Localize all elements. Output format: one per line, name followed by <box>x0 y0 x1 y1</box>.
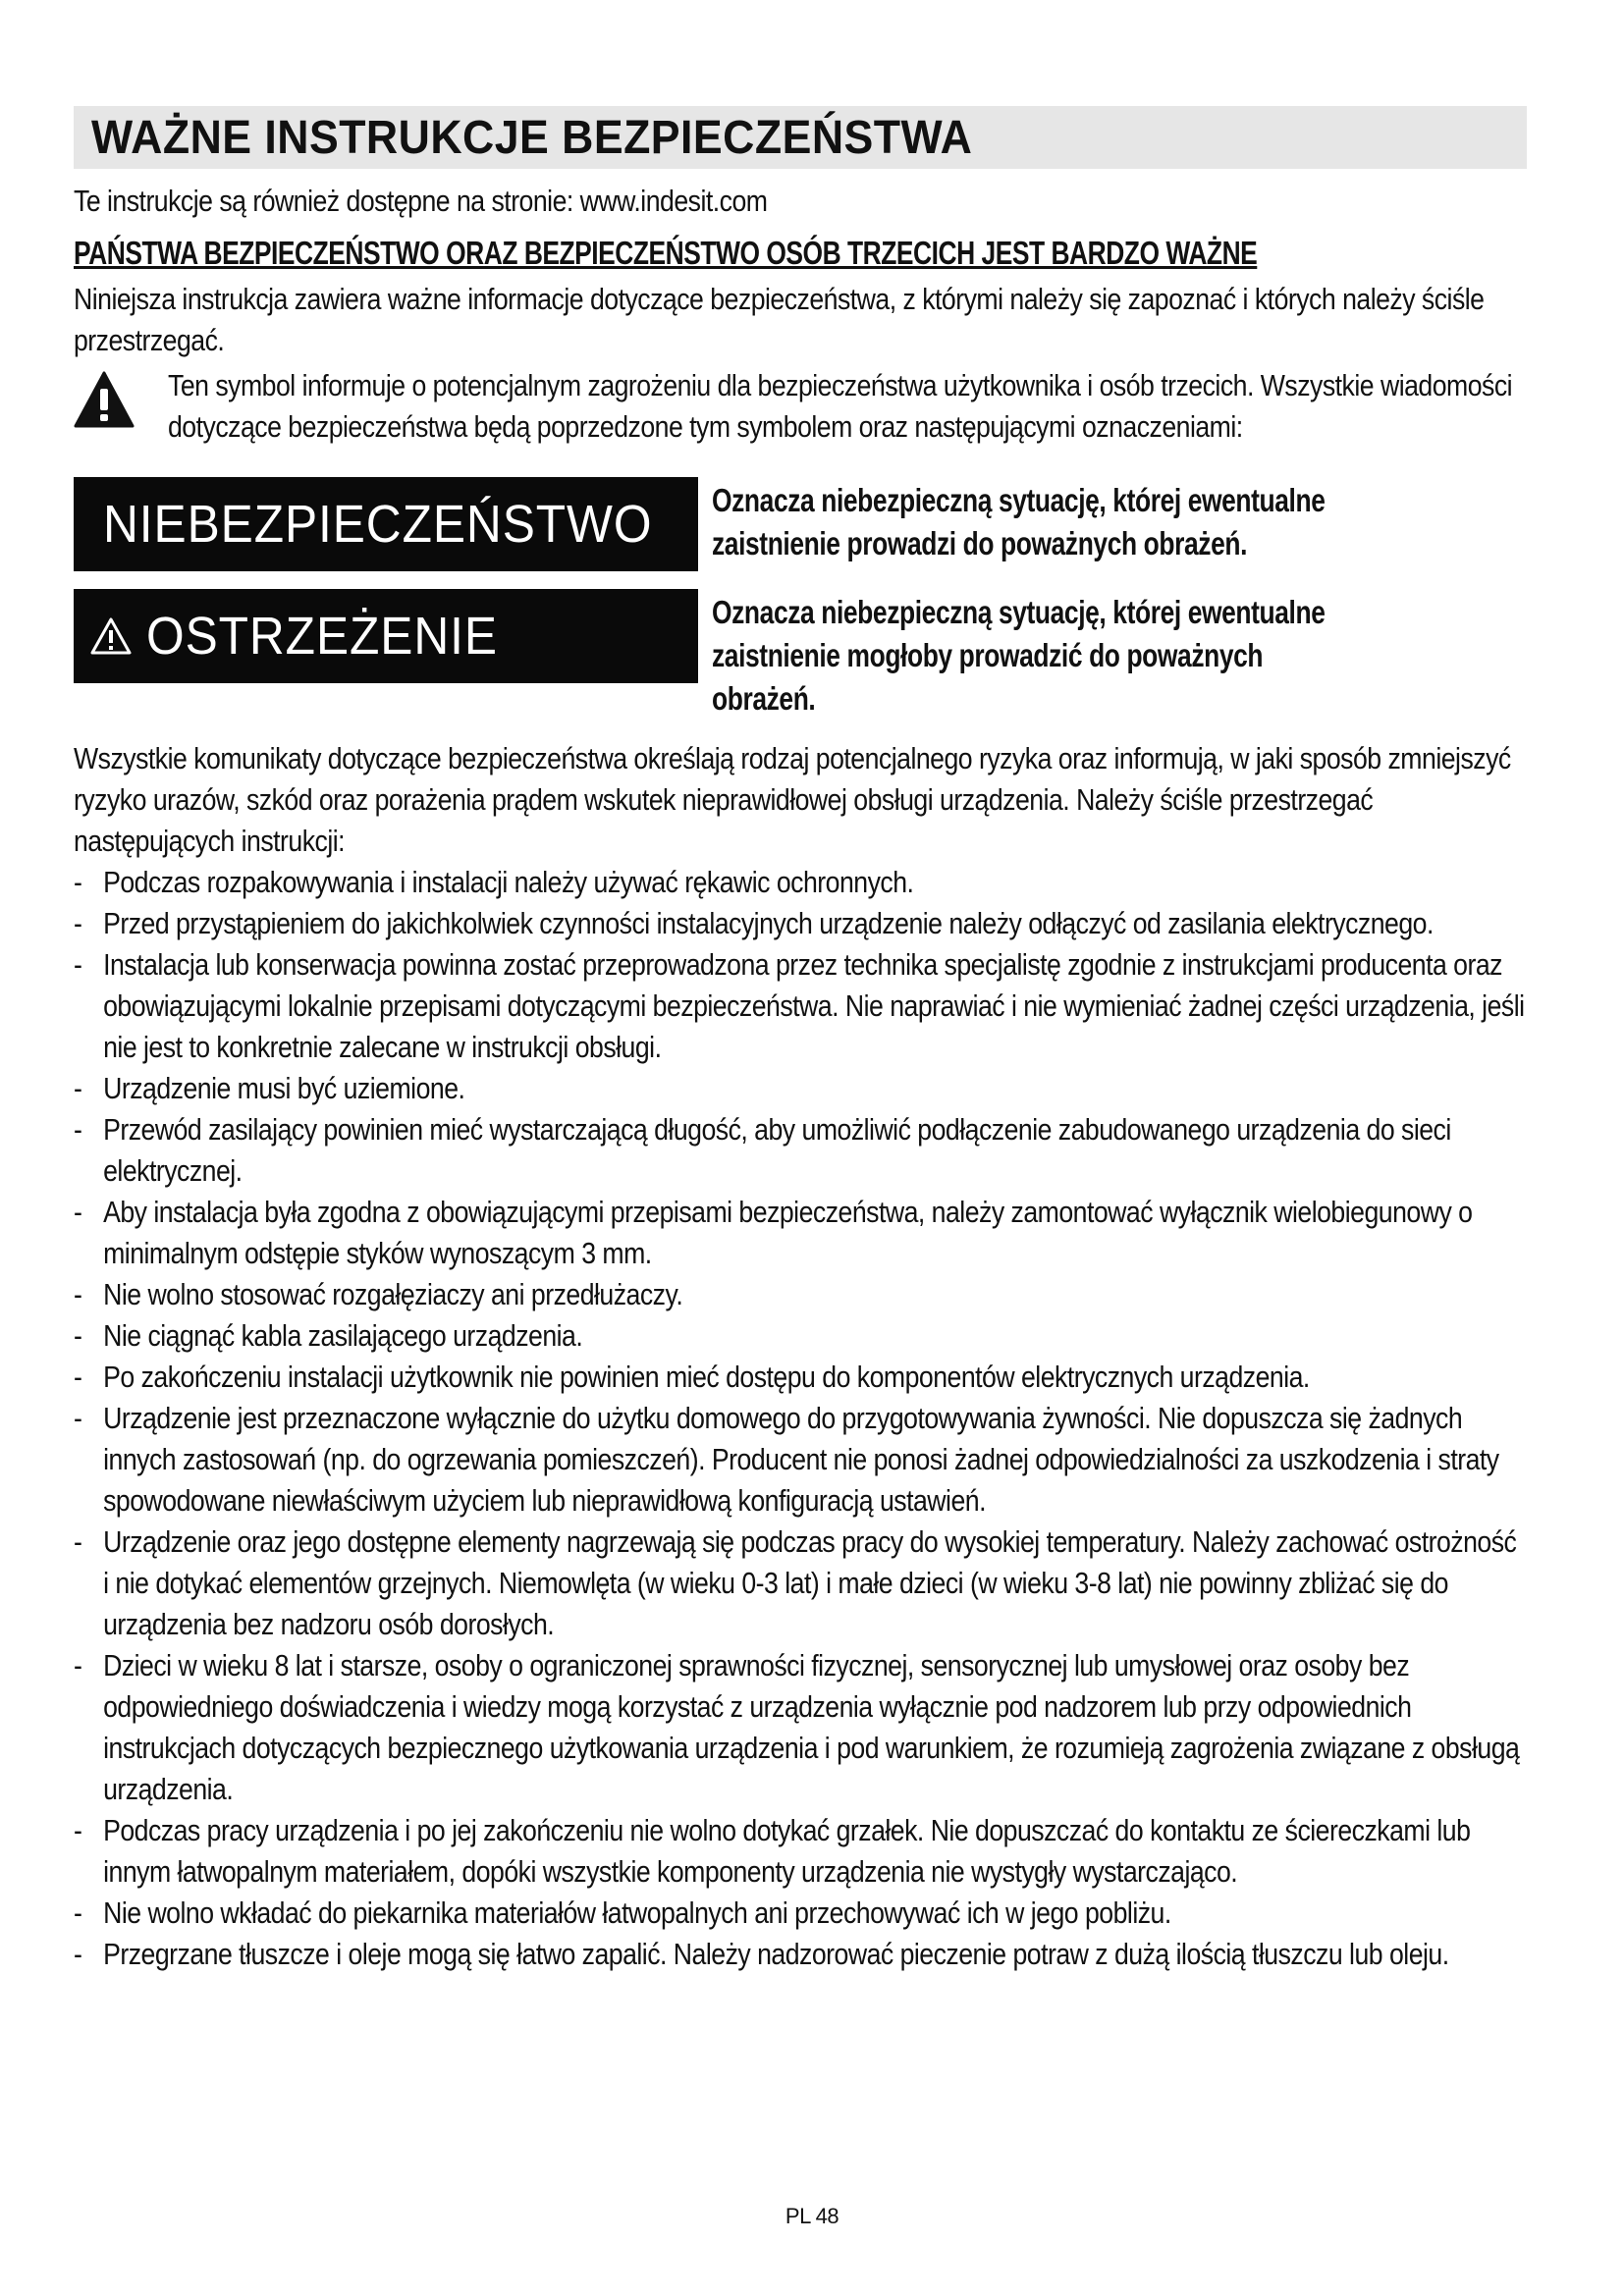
messages-intro: Wszystkie komunikaty dotyczące bezpieczeństwa określają rodzaj potencjalnego ryzyka oraz informują, w jaki sposób zmniejszyć ryzyko urazów, szkód oraz porażenia prądem wskutek nieprawidłowej obsługi urządzenia. Należy ściśle przestrzegać następujących instrukcji: <box>74 741 1511 858</box>
danger-label-box <box>74 477 698 571</box>
title-bar <box>74 106 1527 169</box>
page-number: PL 48 <box>785 2204 839 2228</box>
list-item: - Podczas rozpakowywania i instalacji należy używać rękawic ochronnych. <box>74 865 914 899</box>
warning-outline-icon <box>89 616 133 656</box>
list-item: - Urządzenie oraz jego dostępne elementy nagrzewają się podczas pracy do wysokiej temperatury. Należy zachować ostrożność i nie dotykać elementów grzejnych. Niemowlęta (w wieku 0-3 lat) i małe dzieci (w wieku 3-8 lat) nie powinny zbliżać się do urządzenia bez nadzoru osób dorosłych. <box>74 1524 1517 1641</box>
warning-label-box <box>74 589 698 683</box>
list-item: - Dzieci w wieku 8 lat i starsze, osoby o ograniczonej sprawności fizycznej, sensorycznej lub umysłowej oraz osoby bez odpowiedniego doświadczenia i wiedzy mogą korzystać z urządzenia wyłącznie pod nadzorem lub przy odpowiednich instrukcjach dotyczących bezpiecznego użytkowania urządzenia i pod warunkiem, że rozumieją zagrożenia związane z obsługą urządzenia. <box>74 1648 1520 1806</box>
page-title: WAŻNE INSTRUKCJE BEZPIECZEŃSTWA <box>91 111 973 164</box>
list-item: - Przegrzane tłuszcze i oleje mogą się łatwo zapalić. Należy nadzorować pieczenie potraw z dużą ilością tłuszczu lub oleju. <box>74 1937 1449 1971</box>
list-item: - Aby instalacja była zgodna z obowiązującymi przepisami bezpieczeństwa, należy zamontować wyłącznik wielobiegunowy o minimalnym odstępie styków wynoszącym 3 mm. <box>74 1195 1473 1270</box>
danger-label: NIEBEZPIECZEŃSTWO <box>103 495 653 554</box>
list-item: - Nie wolno stosować rozgałęziaczy ani przedłużaczy. <box>74 1277 683 1311</box>
website-line: Te instrukcje są również dostępne na stronie: www.indesit.com <box>74 184 768 218</box>
list-item: - Nie ciągnąć kabla zasilającego urządzenia. <box>74 1318 583 1353</box>
list-item: - Urządzenie musi być uziemione. <box>74 1071 465 1105</box>
instruction-list <box>74 862 1526 1975</box>
legend-row-danger <box>74 477 1527 571</box>
list-item: - Instalacja lub konserwacja powinna zostać przeprowadzona przez technika specjalistę zgodnie z instrukcjami producenta oraz obowiązującymi lokalnie przepisami dotyczącymi bezpieczeństwa. Nie naprawiać i nie wymieniać żadnej części urządzenia, jeśli nie jest to konkretnie zalecane w instrukcji obsługi. <box>74 947 1525 1064</box>
list-item: - Podczas pracy urządzenia i po jej zakończeniu nie wolno dotykać grzałek. Nie dopuszczać do kontaktu ze ściereczkami lub innym łatwopalnym materiałem, dopóki wszystkie komponenty urządzenia nie wystygły wystarczająco. <box>74 1813 1471 1889</box>
symbol-explanation <box>74 365 1527 448</box>
messages-section <box>74 738 1526 1975</box>
list-item: - Nie wolno wkładać do piekarnika materiałów łatwopalnych ani przechowywać ich w jego pobliżu. <box>74 1896 1171 1930</box>
intro-paragraph: Niniejsza instrukcja zawiera ważne informacje dotyczące bezpieczeństwa, z którymi należy się zapoznać i których należy ściśle przestrzegać. <box>74 282 1485 357</box>
page <box>74 106 1527 1975</box>
warning-triangle-icon <box>74 365 168 448</box>
signal-word-legend <box>74 477 1527 721</box>
list-item: - Przewód zasilający powinien mieć wystarczającą długość, aby umożliwić podłączenie zabudowanego urządzenia do sieci elektrycznej. <box>74 1112 1451 1188</box>
list-item: - Po zakończeniu instalacji użytkownik nie powinien mieć dostępu do komponentów elektrycznych urządzenia. <box>74 1360 1310 1394</box>
safety-subheading: PAŃSTWA BEZPIECZEŃSTWO ORAZ BEZPIECZEŃSTWO OSÓB TRZECICH JEST BARDZO WAŻNE <box>74 235 1258 271</box>
list-item: - Urządzenie jest przeznaczone wyłącznie do użytku domowego do przygotowywania żywności. Nie dopuszcza się żadnych innych zastosowań (np. do ogrzewania pomieszczeń). Producent nie ponosi żadnej odpowiedzialności za uszkodzenia i straty spowodowane niewłaściwym użyciem lub nieprawidłową konfiguracją ustawień. <box>74 1401 1499 1518</box>
legend-row-warning <box>74 589 1527 721</box>
list-item: - Przed przystąpieniem do jakichkolwiek czynności instalacyjnych urządzenie należy odłączyć od zasilania elektrycznego. <box>74 906 1434 940</box>
symbol-note: Ten symbol informuje o potencjalnym zagrożeniu dla bezpieczeństwa użytkownika i osób trzecich. Wszystkie wiadomości dotyczące bezpieczeństwa będą poprzedzone tym symbolem oraz następującymi oznaczeniami: <box>168 368 1513 444</box>
danger-description: Oznacza niebezpieczną sytuację, której ewentualne zaistnienie prowadzi do poważnych obrażeń. <box>712 482 1326 561</box>
warning-label: OSTRZEŻENIE <box>146 607 498 666</box>
warning-description: Oznacza niebezpieczną sytuację, której ewentualne zaistnienie mogłoby prowadzić do poważnych obrażeń. <box>712 594 1326 717</box>
